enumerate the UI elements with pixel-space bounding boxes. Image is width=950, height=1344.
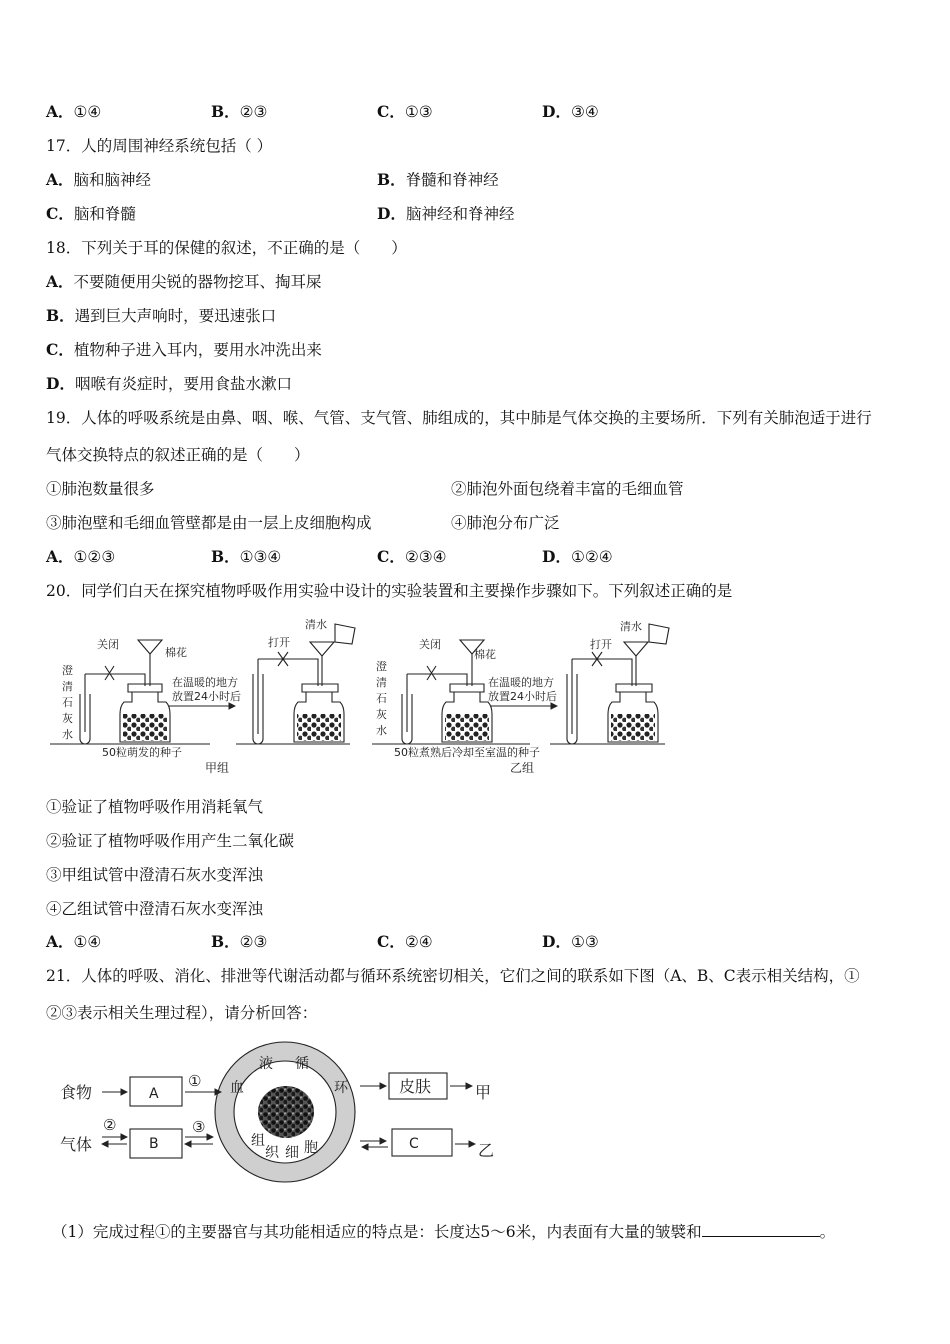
option-text: ②③④ <box>404 548 447 566</box>
q17-option-a[interactable] <box>46 170 151 190</box>
label-seed-a: 50粒萌发的种子 <box>102 746 182 759</box>
option-text: 脑和脑神经 <box>73 171 152 189</box>
q18-option-c[interactable] <box>46 340 322 360</box>
label-note1-a: 在温暖的地方 <box>172 676 238 689</box>
q21-sub1-text: （1）完成过程①的主要器官与其功能相适应的特点是：长度达5～6米，内表面有大量的皱襞和 <box>52 1223 702 1241</box>
label-note1-b: 在温暖的地方 <box>488 676 554 689</box>
label-water-b: 清水 <box>620 620 642 633</box>
label-seed-b: 50粒煮熟后冷却至室温的种子 <box>394 746 540 759</box>
q20-experiment-figure <box>50 614 690 782</box>
q17-stem: 17．人的周围神经系统包括（ ） <box>46 137 273 155</box>
q19-item-1: ①肺泡数量很多 <box>46 480 155 498</box>
q19-stem-line1: 19．人体的呼吸系统是由鼻、咽、喉、气管、支气管、肺组成的，其中肺是气体交换的主要场所．下列有关肺泡适于进行 <box>46 409 872 427</box>
label-cotton-a: 棉花 <box>165 646 187 659</box>
q18-option-b[interactable] <box>46 306 276 326</box>
label-lime-b1: 清 <box>376 676 387 689</box>
q20-item-1: ①验证了植物呼吸作用消耗氧气 <box>46 798 264 816</box>
q17-option-b[interactable] <box>377 170 499 190</box>
option-text: ②④ <box>404 933 433 951</box>
q17-option-c[interactable] <box>46 204 136 224</box>
q21-sub1 <box>52 1222 835 1242</box>
q21-sub1-end: 。 <box>819 1223 836 1241</box>
label-jia: 甲 <box>475 1083 492 1102</box>
label-food: 食物 <box>60 1083 93 1102</box>
q19-option-b[interactable] <box>211 547 281 567</box>
ring-char-1: 血 <box>230 1080 244 1096</box>
q19-stem-line2: 气体交换特点的叙述正确的是（ ） <box>46 446 310 464</box>
q19-item-2: ②肺泡外面包绕着丰富的毛细血管 <box>451 480 684 498</box>
label-lime-b0: 澄 <box>376 660 387 673</box>
option-letter: D． <box>542 102 571 121</box>
option-letter: B． <box>211 547 240 566</box>
q18-option-d[interactable] <box>46 374 292 394</box>
label-lime-a4: 水 <box>62 728 73 741</box>
option-letter: A． <box>46 547 74 566</box>
q16-option-b[interactable] <box>211 102 267 122</box>
label-lime-b2: 石 <box>376 692 387 705</box>
label-process-2: ② <box>103 1116 117 1134</box>
option-text: 脑神经和脊神经 <box>405 205 515 223</box>
option-letter: C． <box>377 547 405 566</box>
option-letter: A． <box>46 272 74 291</box>
label-cotton-b: 棉花 <box>474 648 496 661</box>
q20-stem: 20．同学们白天在探究植物呼吸作用实验中设计的实验装置和主要操作步骤如下。下列叙述正确的是 <box>46 582 733 600</box>
option-letter: D． <box>46 374 75 393</box>
label-lime-a2: 石 <box>62 696 73 709</box>
option-text: ②③ <box>239 103 268 121</box>
q20-item-3: ③甲组试管中澄清石灰水变浑浊 <box>46 866 264 884</box>
q19-item-3: ③肺泡壁和毛细血管壁都是由一层上皮细胞构成 <box>46 514 372 532</box>
label-box-c: C <box>409 1136 419 1152</box>
option-letter: A． <box>46 102 74 121</box>
option-text: ①③ <box>570 933 599 951</box>
label-box-b: B <box>149 1136 159 1152</box>
option-letter: B． <box>377 170 406 189</box>
ring-char-7: 细 <box>285 1145 299 1161</box>
option-letter: B． <box>46 306 75 325</box>
q20-option-b[interactable] <box>211 932 267 952</box>
label-open-a: 打开 <box>268 636 290 649</box>
label-water-a: 清水 <box>305 618 327 631</box>
label-lime-a0: 澄 <box>62 664 73 677</box>
q19-option-a[interactable] <box>46 547 115 567</box>
label-lime-b4: 水 <box>376 724 387 737</box>
label-group-a: 甲组 <box>205 761 230 775</box>
label-open-b: 打开 <box>590 638 612 651</box>
ring-char-3: 循 <box>295 1056 309 1072</box>
q19-option-d[interactable] <box>542 547 613 567</box>
ring-char-4: 环 <box>334 1080 348 1096</box>
ring-char-6: 织 <box>265 1145 279 1161</box>
option-text: 遇到巨大声响时，要迅速张口 <box>74 307 277 325</box>
q17-option-d[interactable] <box>377 204 514 224</box>
option-text: ③④ <box>570 103 599 121</box>
label-gas: 气体 <box>60 1135 93 1154</box>
label-note2-a: 放置24小时后 <box>172 690 241 703</box>
option-letter: A． <box>46 170 74 189</box>
label-process-3: ③ <box>192 1118 206 1136</box>
option-text: ①②④ <box>570 548 613 566</box>
label-lime-b3: 灰 <box>376 708 387 721</box>
label-skin: 皮肤 <box>399 1077 432 1096</box>
q21-stem-line1: 21．人体的呼吸、消化、排泄等代谢活动都与循环系统密切相关，它们之间的联系如下图（A、B、C表示相关结构，① <box>46 967 860 985</box>
q16-option-a[interactable] <box>46 102 101 122</box>
ring-char-8: 胞 <box>304 1140 318 1156</box>
q18-option-a[interactable] <box>46 272 322 292</box>
option-text: 不要随便用尖锐的器物挖耳、掏耳屎 <box>73 273 322 291</box>
option-letter: C． <box>377 932 405 951</box>
option-letter: D． <box>542 547 571 566</box>
option-letter: D． <box>542 932 571 951</box>
box-c <box>392 1129 452 1156</box>
q20-option-a[interactable] <box>46 932 101 952</box>
option-letter: B． <box>211 932 240 951</box>
label-shut-b: 关闭 <box>419 638 441 651</box>
option-text: ①④ <box>73 933 102 951</box>
q21-circulation-figure <box>55 1040 515 1190</box>
q21-stem-line2: ②③表示相关生理过程），请分析回答： <box>46 1004 318 1022</box>
option-text: ②③ <box>239 933 268 951</box>
label-box-a: A <box>149 1086 159 1102</box>
option-text: 脑和脊髓 <box>73 205 136 223</box>
tissue-cells-image <box>258 1086 314 1138</box>
option-text: 脊髓和脊神经 <box>405 171 499 189</box>
option-letter: C． <box>377 102 405 121</box>
q20-item-4: ④乙组试管中澄清石灰水变浑浊 <box>46 900 264 918</box>
option-letter: C． <box>46 204 74 223</box>
option-letter: A． <box>46 932 74 951</box>
option-letter: C． <box>46 340 74 359</box>
option-letter: B． <box>211 102 240 121</box>
q16-option-c[interactable] <box>377 102 433 122</box>
label-note2-b: 放置24小时后 <box>488 690 557 703</box>
option-text: ①④ <box>73 103 102 121</box>
q20-option-c[interactable] <box>377 932 433 952</box>
option-text: ①③ <box>404 103 433 121</box>
q16-option-d[interactable] <box>542 102 599 122</box>
label-group-b: 乙组 <box>510 761 535 775</box>
label-shut-a: 关闭 <box>97 638 119 651</box>
option-text: ①②③ <box>73 548 116 566</box>
q19-item-4: ④肺泡分布广泛 <box>451 514 560 532</box>
label-lime-a1: 清 <box>62 680 73 693</box>
option-letter: D． <box>377 204 406 223</box>
jar-set-a2 <box>236 624 355 744</box>
ring-char-5: 组 <box>251 1133 265 1149</box>
q20-option-d[interactable] <box>542 932 599 952</box>
label-lime-a3: 灰 <box>62 712 73 725</box>
ring-char-2: 液 <box>259 1056 273 1072</box>
q18-stem: 18．下列关于耳的保健的叙述，不正确的是（ ） <box>46 239 407 257</box>
option-text: 植物种子进入耳内，要用水冲洗出来 <box>73 341 322 359</box>
q20-item-2: ②验证了植物呼吸作用产生二氧化碳 <box>46 832 295 850</box>
q19-option-c[interactable] <box>377 547 447 567</box>
label-yi: 乙 <box>478 1141 495 1160</box>
answer-blank[interactable] <box>702 1222 820 1237</box>
label-process-1: ① <box>188 1072 202 1090</box>
option-text: ①③④ <box>239 548 282 566</box>
option-text: 咽喉有炎症时，要用食盐水漱口 <box>74 375 292 393</box>
